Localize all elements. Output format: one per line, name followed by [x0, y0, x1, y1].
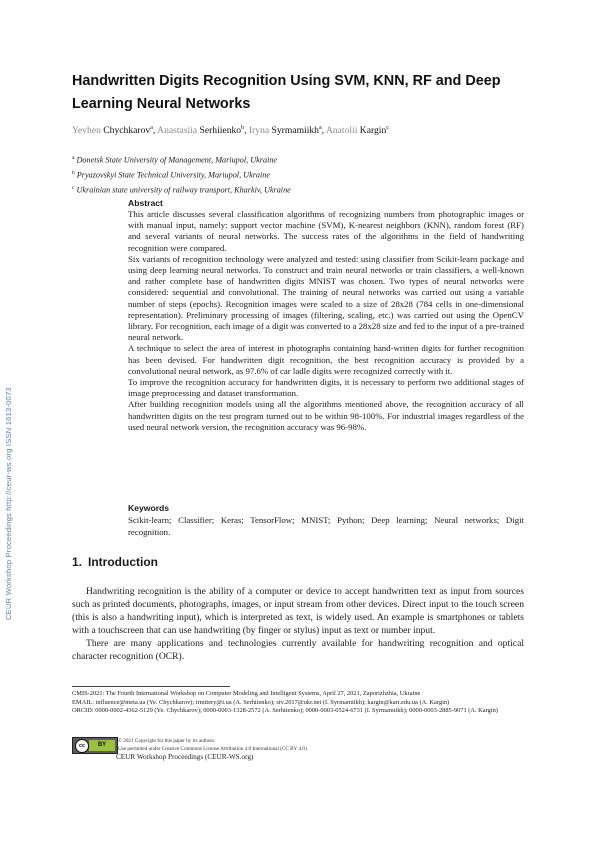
body-paragraph: Handwriting recognition is the ability of a computer or device to accept handwritten text as input from sources such as printed documents, photographs, images, or input stream from other devices. Direct input to the touch screen (this is also a handwriting input), which is interpreted as text, is widely used. An example is smartphones or tablets with a touchscreen that can use handwriting (by finger or stylus) input as text or number input.: [72, 586, 524, 636]
affiliation-list: [72, 152, 291, 197]
footnotes: [72, 690, 524, 716]
affiliation: $^a$ Donetsk State University of Management, Mariupol, Ukraine: [72, 155, 278, 165]
abstract-paragraph: To improve the recognition accuracy for handwritten digits, it is necessary to perform two additional stages of image preprocessing and dataset transformation.: [128, 377, 524, 399]
keywords-heading: Keywords: [128, 503, 170, 513]
affiliation: $^b$ Pryazovskyi State Technical University, Mariupol, Ukraine: [72, 170, 271, 180]
affiliation: $^c$ Ukrainian state university of railway transport, Kharkiv, Ukraine: [72, 185, 291, 196]
author-list: Yevhen Chychkarov$^a$, Anastasiia Serhiienko$^b$, Iryna Syrmamiikh$^a$, Anatolii Kargin$^c$: [72, 125, 389, 137]
abstract-heading: Abstract: [128, 198, 163, 208]
keywords: [128, 503, 524, 539]
abstract: [128, 198, 524, 433]
footnote-conference: CMIS-2021: The Fourth International Workshop on Computer Modeling and Intelligent Systems, April 27, 2021, Zaporizhzhia, Ukraine: [72, 690, 421, 697]
by-badge-icon: BY: [89, 740, 115, 751]
abstract-paragraph: This article discusses several classification algorithms of recognizing numbers from photographic images or with manual input, namely: support vector machine (SVM), K-nearest neighbors (KNN), random forest (RF) and several variants of neural networks. The success rates of the algorithms in the field of handwriting recognition were compared.: [128, 209, 524, 253]
section-title: Introduction: [88, 555, 158, 569]
author: Yevhen Chychkarov$^a$: [72, 125, 153, 137]
body-text: [72, 586, 524, 663]
footnote-rule: [72, 686, 230, 687]
body-paragraph: There are many applications and technologies currently available for handwriting recognition and optical character recognition (OCR).: [72, 637, 524, 662]
section-number: 1.: [72, 555, 83, 569]
author: Anatolii Kargin$^c$: [325, 125, 389, 137]
abstract-paragraph: After building recognition models using all the algorithms mentioned above, the recognition accuracy of all handwritten digits on the test program turned out to be within 98-100%. For industrial images regardless of the used neural network version, the recognition accuracy was 96-98%.: [128, 399, 524, 432]
license-line: Use permitted under Creative Commons License Attribution 4.0 International (CC BY 4.0).: [118, 745, 308, 752]
license-note: [118, 738, 308, 753]
footnote-orcid: ORCID: 0000-0002-4362-5129 (Ye. Chychkarov); 0000-0003-1328-2572 (A. Serhiienko); 0000-0003-0524-6731 (I. Syrmamiikh); 0000-0003-2885-9071 (A. Kargin): [72, 707, 498, 715]
cc-logo-icon: cc: [75, 739, 89, 753]
abstract-paragraph: Six variants of recognition technology were analyzed and tested: using classifier from Scikit-learn package and using deep learning neural networks. To construct and train neural networks or train classifiers, a well-known and rather complete base of handwritten digits MNIST was chosen. Two types of neural networks were considered: sequential and convolutional. The training of neural networks was carried out using a variable number of steps (epochs). Recognition images were scaled to a size of 28x28 (784 cells in one-dimensional representation). Preliminary processing of images (filtering, scaling, etc.) was carried out using the OpenCV library. For recognition, each image of a digit was converted to a 28x28 size and fed to the input of a pre-trained neural network.: [128, 253, 524, 343]
copyright-line: © 2021 Copyright for this paper by its authors.: [118, 738, 216, 744]
abstract-paragraph: A technique to select the area of interest in photographs containing hand-written digits for further recognition has been devised. For handwritten digit recognition, the best recognition accuracy is provided by a convolutional neural network, as 97.6% of car ladle digits were recognized correctly with it.: [128, 343, 524, 376]
section-heading: [72, 555, 158, 569]
author: Iryna Syrmamiikh$^a$: [248, 125, 322, 137]
author: Anastasiia Serhiienko$^b$: [157, 125, 245, 137]
paper-title: Handwritten Digits Recognition Using SVM, KNN, RF and Deep Learning Neural Networks: [72, 73, 501, 112]
footnote-email: EMAIL: influence@meta.ua (Ye. Chychkarov); irmitery@i.ua (A. Serhiienko); siv.2017@ukr.net (I. Syrmamiikh); kargin@kart.edu.ua (A. Kargin): [72, 698, 450, 706]
keywords-text: Scikit-learn; Classifier; Keras; TensorFlow; MNIST; Python; Deep learning; Neural networks; Digit recognition.: [128, 515, 524, 537]
proceedings-label: CEUR Workshop Proceedings (CEUR-WS.org): [116, 753, 254, 761]
cc-by-license-icon: [72, 737, 118, 754]
side-identifier: CEUR Workshop Proceedings http://ceur-ws.org ISSN 1613-0073: [4, 387, 13, 620]
